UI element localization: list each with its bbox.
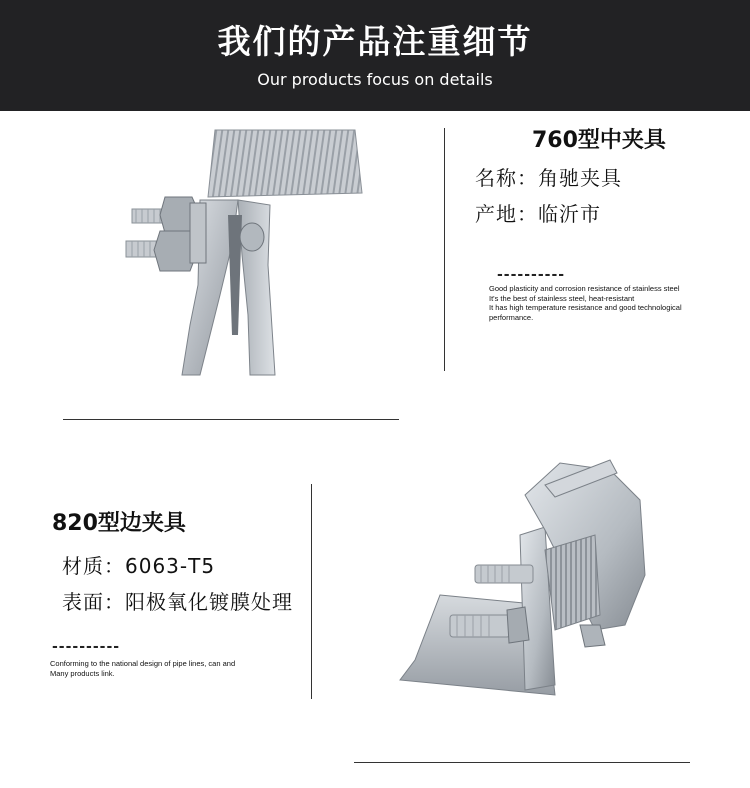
product2-title: 820型边夹具 (52, 511, 186, 536)
middle-clamp-photo (120, 125, 370, 385)
divider-horizontal-1 (63, 419, 399, 420)
edge-clamp-photo (395, 455, 665, 705)
product2-spec-surface: 表面：阳极氧化镀膜处理 (62, 590, 293, 614)
banner-subtitle: Our products focus on details (257, 70, 493, 89)
product2-spec-material: 材质：6063-T5 (62, 554, 216, 578)
product1-spec-name: 名称：角驰夹具 (475, 166, 622, 190)
product1-note-line: It's the best of stainless steel, heat-resistant (489, 293, 635, 303)
divider-vertical-1 (444, 128, 445, 371)
header-banner (0, 0, 750, 111)
product2-note (50, 659, 235, 678)
divider-vertical-2 (311, 484, 312, 699)
product2-note-line: Many products link. (50, 668, 115, 678)
banner-title: 我们的产品注重细节 (217, 22, 533, 61)
product1-note-line: It has high temperature resistance and good technological (489, 303, 682, 312)
divider-horizontal-2 (354, 762, 690, 763)
product1-title: 760型中夹具 (532, 128, 666, 153)
product1-note-line: performance. (489, 312, 534, 322)
product2-dashes: ---------- (52, 639, 121, 655)
product1-note (489, 284, 682, 322)
product1-dashes: ---------- (497, 267, 566, 283)
product1-note-line: Good plasticity and corrosion resistance of stainless steel (489, 284, 680, 293)
product2-note-line: Conforming to the national design of pipe lines, can and (50, 659, 236, 668)
product1-spec-origin: 产地：临沂市 (475, 202, 601, 226)
